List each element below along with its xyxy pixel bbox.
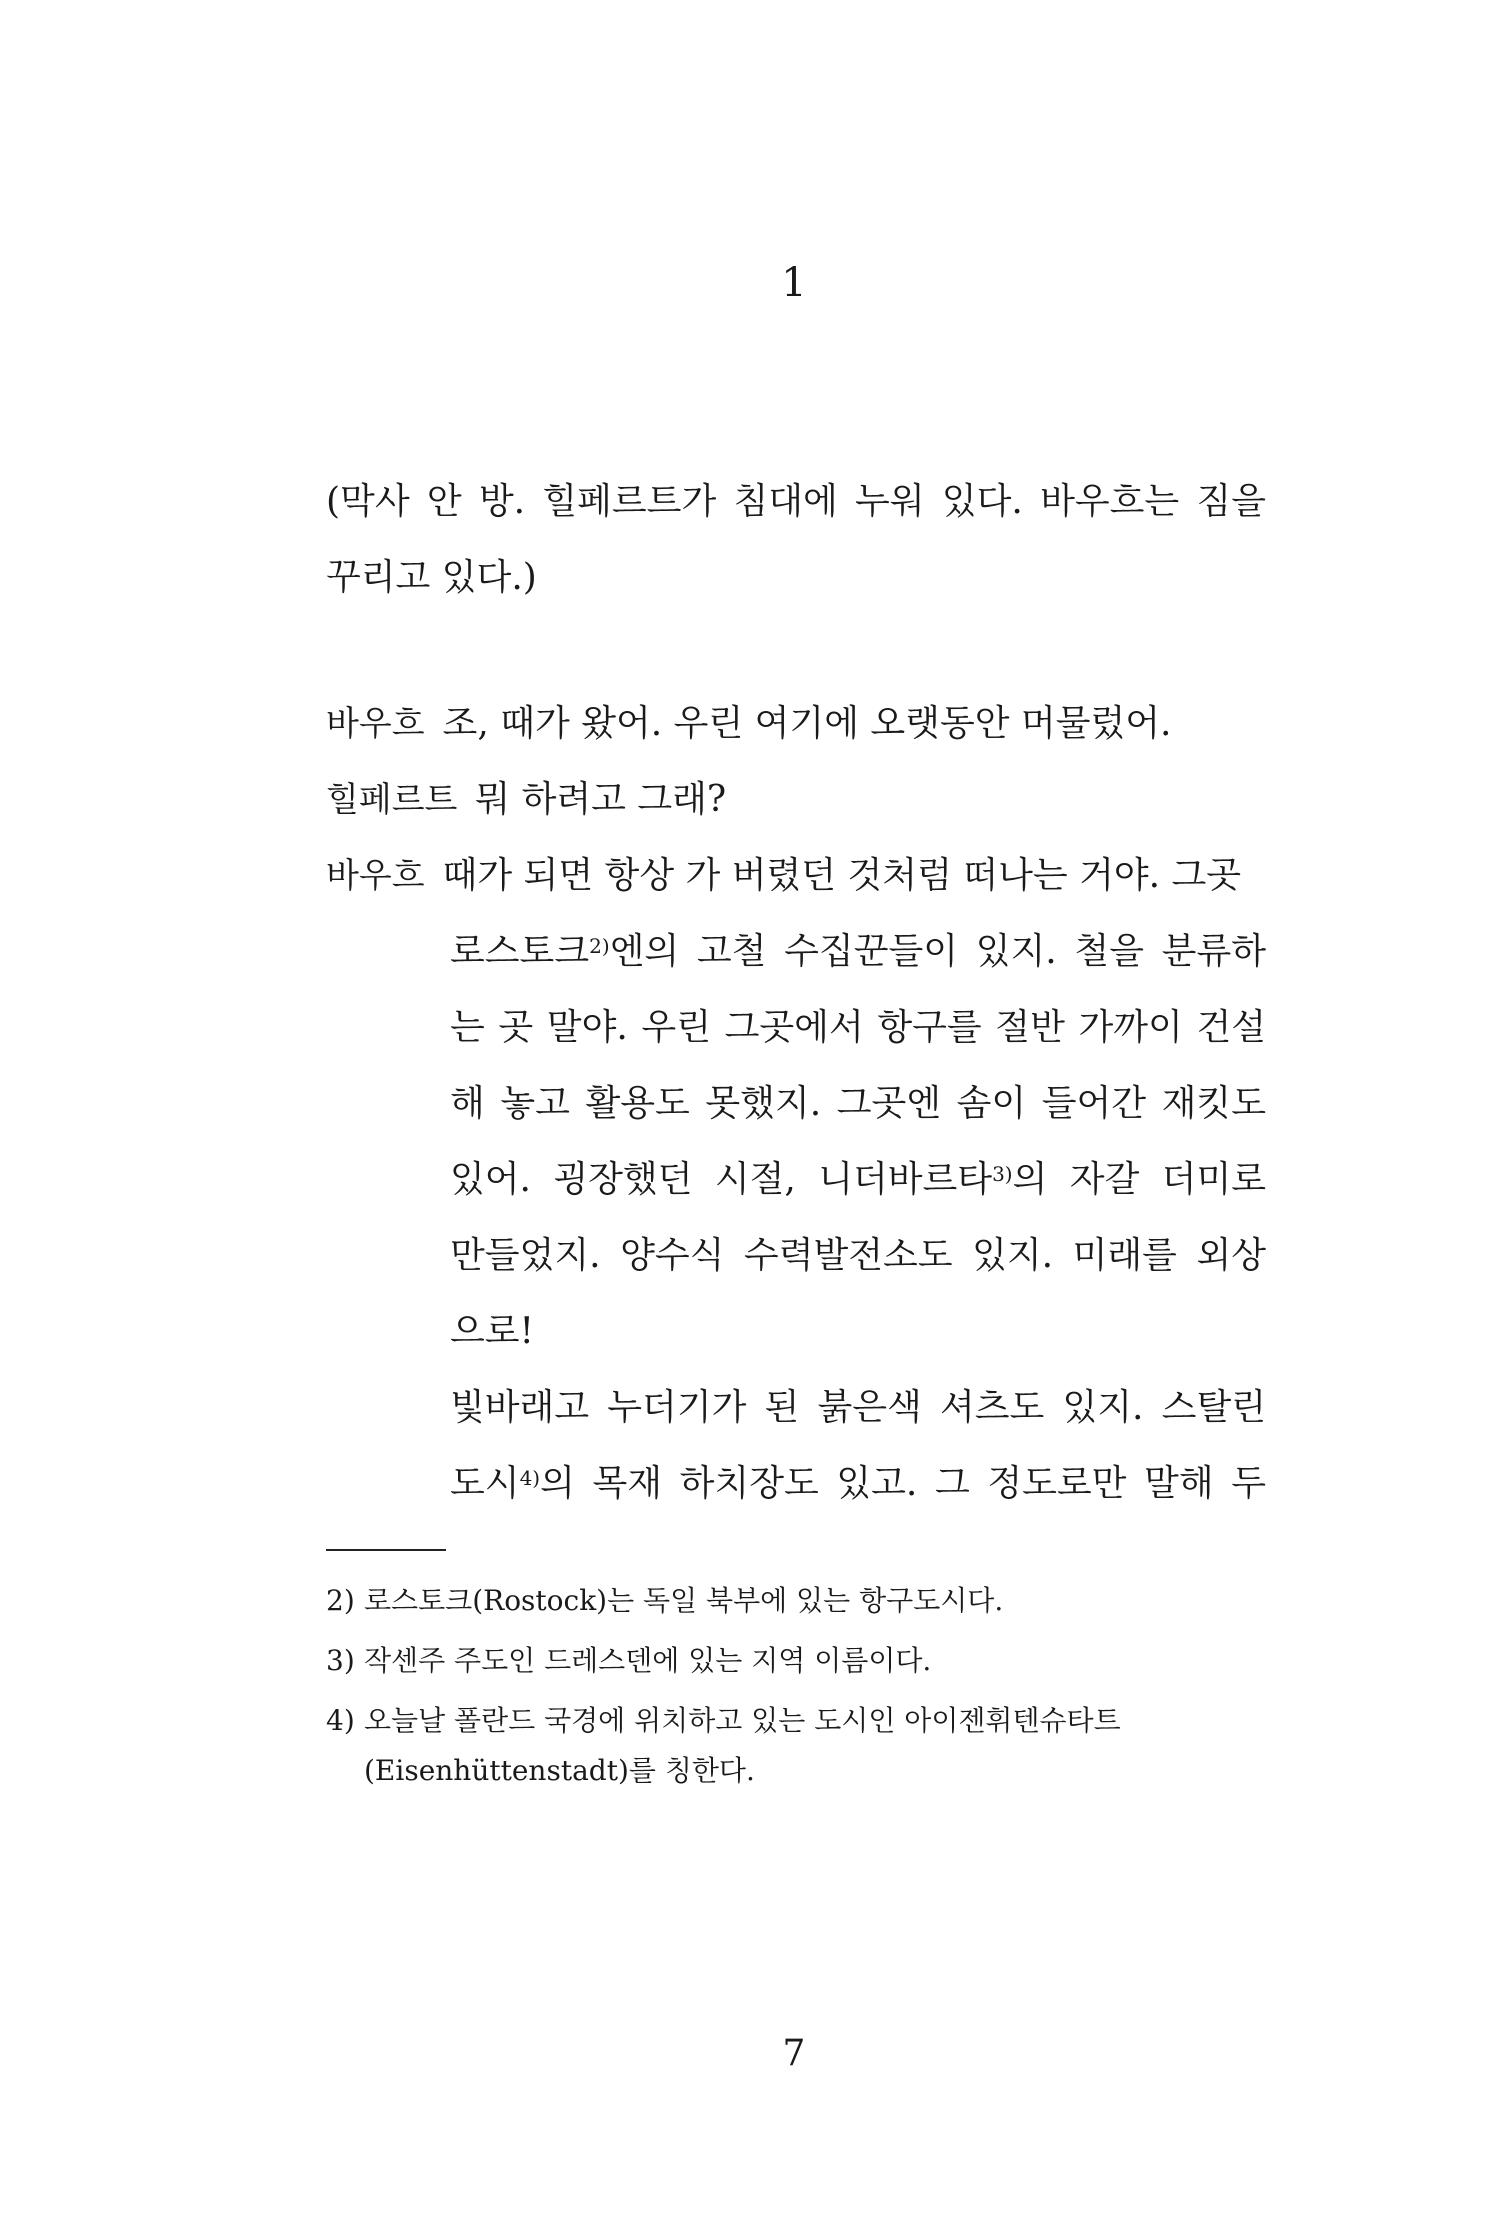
speech-fragment: 로스토크 — [450, 931, 590, 972]
speaker-name: 바우흐 — [326, 856, 425, 896]
speech-line — [450, 914, 1266, 990]
speech-fragment: 엔의 고철 수집꾼들이 있지. 철을 분류하 — [609, 931, 1266, 972]
footnote-4-continuation: (Eisenhüttenstadt)를 칭한다. — [364, 1754, 755, 1787]
footnote-3 — [326, 1636, 1266, 1686]
footnote-4 — [326, 1696, 1266, 1746]
footnote-number: 3) — [326, 1644, 355, 1677]
speaker-name: 힐페르트 — [326, 780, 458, 820]
footnote-ref-3[interactable]: 3) — [992, 1162, 1013, 1186]
speech-continuation-8 — [450, 1370, 1266, 1446]
stage-direction-text-1: (막사 안 방. 힐페르트가 침대에 누워 있다. 바우흐는 짐을 — [326, 481, 1266, 522]
footnote-number: 4) — [326, 1704, 355, 1737]
footnote-text: 오늘날 폴란드 국경에 위치하고 있는 도시인 아이젠휘텐슈타트 — [364, 1704, 1121, 1737]
speech-text: 뭐 하려고 그래? — [475, 779, 727, 820]
speaker-name: 바우흐 — [326, 704, 425, 744]
speech-line: 해 놓고 활용도 못했지. 그곳엔 솜이 들어간 재킷도 — [450, 1083, 1266, 1124]
speech-continuation-4 — [450, 1066, 1266, 1142]
speech-text: 때가 되면 항상 가 버렸던 것처럼 떠나는 거야. 그곳 — [442, 855, 1242, 896]
speech-continuation-9 — [450, 1446, 1266, 1522]
speech-fragment: 도시 — [450, 1463, 520, 1504]
speech-line: 만들었지. 양수식 수력발전소도 있지. 미래를 외상 — [450, 1235, 1266, 1276]
dialogue-line-1 — [326, 686, 1266, 762]
footnote-2 — [326, 1576, 1266, 1626]
speech-line — [450, 1446, 1266, 1522]
speech-fragment: 있어. 굉장했던 시절, 니더바르타 — [450, 1159, 993, 1200]
footnote-ref-4[interactable]: 4) — [519, 1466, 541, 1490]
dialogue-line-2 — [326, 762, 1266, 838]
stage-direction-line-2: 꾸리고 있다.) — [326, 557, 537, 598]
speech-line: 는 곳 말야. 우린 그곳에서 항구를 절반 가까이 건설 — [450, 1007, 1266, 1048]
footnote-divider — [326, 1549, 446, 1551]
speech-line: 빛바래고 누더기가 된 붉은색 셔츠도 있지. 스탈린 — [450, 1387, 1266, 1428]
speech-continuation-5 — [450, 1142, 1266, 1218]
speech-continuation-2 — [450, 914, 1266, 990]
footnote-number: 2) — [326, 1584, 355, 1617]
footnote-text: 로스토크(Rostock)는 독일 북부에 있는 항구도시다. — [364, 1584, 1004, 1617]
speech-continuation-6 — [450, 1218, 1266, 1294]
footnote-text: 작센주 주도인 드레스덴에 있는 지역 이름이다. — [364, 1644, 932, 1677]
speech-fragment: 의 자갈 더미로 — [1012, 1159, 1266, 1200]
stage-direction-line-1 — [326, 464, 1266, 540]
scene-number: 1 — [781, 260, 807, 306]
footnote-ref-2[interactable]: 2) — [589, 934, 610, 958]
page-number: 7 — [782, 2033, 806, 2074]
dialogue-line-3 — [326, 838, 1266, 914]
speech-text: 조, 때가 왔어. 우린 여기에 오랫동안 머물렀어. — [442, 703, 1172, 744]
speech-fragment: 의 목재 하치장도 있고. 그 정도로만 말해 두 — [540, 1463, 1266, 1504]
speech-continuation-7: 으로! — [450, 1311, 535, 1352]
speech-continuation-3 — [450, 990, 1266, 1066]
speech-line — [450, 1142, 1266, 1218]
